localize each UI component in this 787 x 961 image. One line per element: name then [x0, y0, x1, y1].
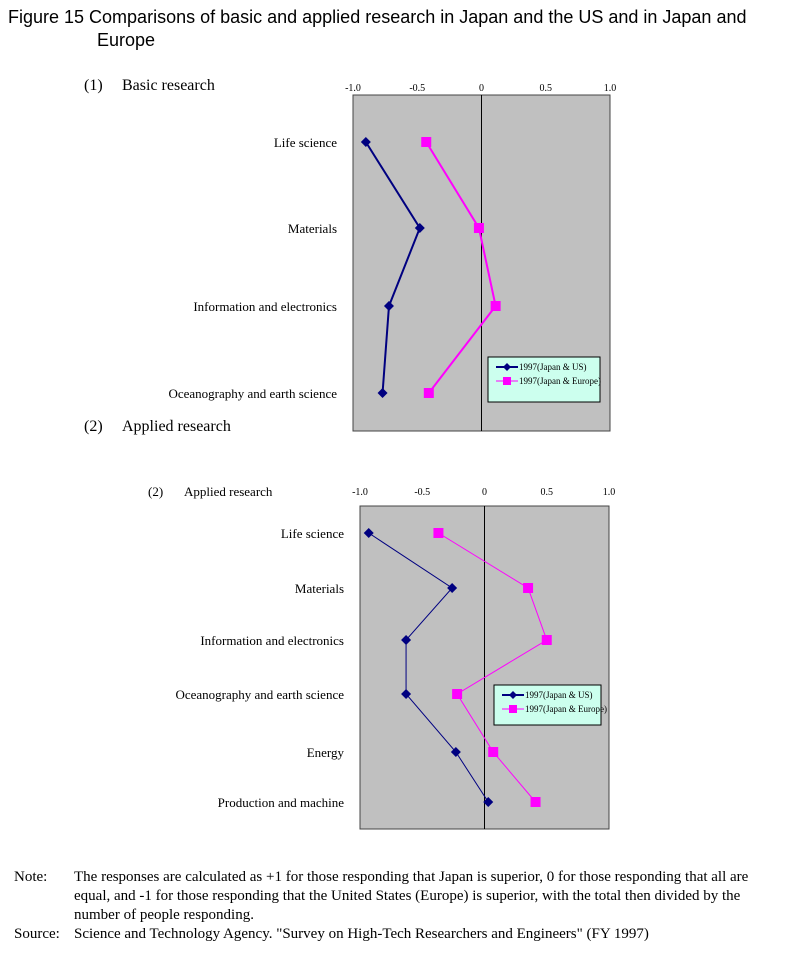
category-label: Oceanography and earth science — [175, 687, 344, 702]
x-tick-label: -0.5 — [409, 83, 426, 94]
section-text: Basic research — [122, 77, 215, 94]
x-tick-label: 1.0 — [602, 487, 616, 498]
chart-basic-research — [0, 75, 787, 425]
data-point-japan-europe — [542, 635, 552, 645]
x-tick-label: 1.0 — [603, 83, 617, 94]
legend-marker-japan-europe — [509, 705, 517, 713]
category-label: Oceanography and earth science — [168, 386, 337, 401]
section-text: Applied research — [122, 418, 231, 435]
category-label: Life science — [273, 135, 337, 150]
section-number: (1) — [84, 77, 103, 94]
category-label: Information and electronics — [193, 299, 337, 314]
data-point-japan-europe — [424, 388, 434, 398]
chart-title-label: Applied research — [184, 484, 273, 499]
source-row — [14, 925, 774, 944]
data-point-japan-europe — [433, 528, 443, 538]
x-tick-label: 0 — [482, 487, 487, 498]
notes-block — [14, 868, 774, 944]
x-tick-label: 0.5 — [540, 487, 553, 498]
category-label: Materials — [287, 221, 337, 236]
legend-label: 1997(Japan & Europe) — [519, 376, 601, 386]
legend-label: 1997(Japan & Europe) — [525, 704, 607, 714]
figure-title-line2: Europe — [97, 30, 156, 50]
data-point-japan-europe — [474, 223, 484, 233]
data-point-japan-europe — [523, 583, 533, 593]
chart-title-number: (2) — [148, 484, 164, 499]
x-tick-label: 0 — [479, 83, 484, 94]
chart-applied-research — [0, 478, 787, 838]
note-text: The responses are calculated as +1 for those responding that Japan is superior, 0 for those responding that all are equal, and -1 for those responding that the United States (Europe) is superior, with the total then divided by the number of people responding. — [74, 869, 749, 923]
data-point-japan-europe — [452, 689, 462, 699]
figure-title — [8, 6, 778, 52]
legend-marker-japan-europe — [503, 377, 511, 385]
section-number: (2) — [84, 418, 103, 435]
x-tick-label: -1.0 — [352, 487, 368, 498]
source-label: Source: — [14, 926, 60, 942]
x-tick-label: -0.5 — [414, 487, 431, 498]
x-tick-label: 0.5 — [539, 83, 552, 94]
x-tick-label: -1.0 — [345, 83, 361, 94]
data-point-japan-europe — [488, 747, 498, 757]
category-label: Energy — [306, 745, 344, 760]
data-point-japan-europe — [531, 797, 541, 807]
data-point-japan-europe — [491, 301, 501, 311]
legend-label: 1997(Japan & US) — [519, 362, 587, 372]
data-point-japan-europe — [421, 137, 431, 147]
figure-title-line1: Figure 15 Comparisons of basic and applied research in Japan and the US and in Japan and — [8, 7, 747, 27]
category-label: Materials — [294, 581, 344, 596]
source-text: Science and Technology Agency. "Survey on High-Tech Researchers and Engineers" (FY 1997) — [74, 926, 649, 942]
category-label: Production and machine — [217, 795, 344, 810]
category-label: Information and electronics — [200, 633, 344, 648]
note-row — [14, 868, 774, 925]
category-label: Life science — [280, 526, 344, 541]
legend-label: 1997(Japan & US) — [525, 690, 593, 700]
note-label: Note: — [14, 869, 48, 885]
